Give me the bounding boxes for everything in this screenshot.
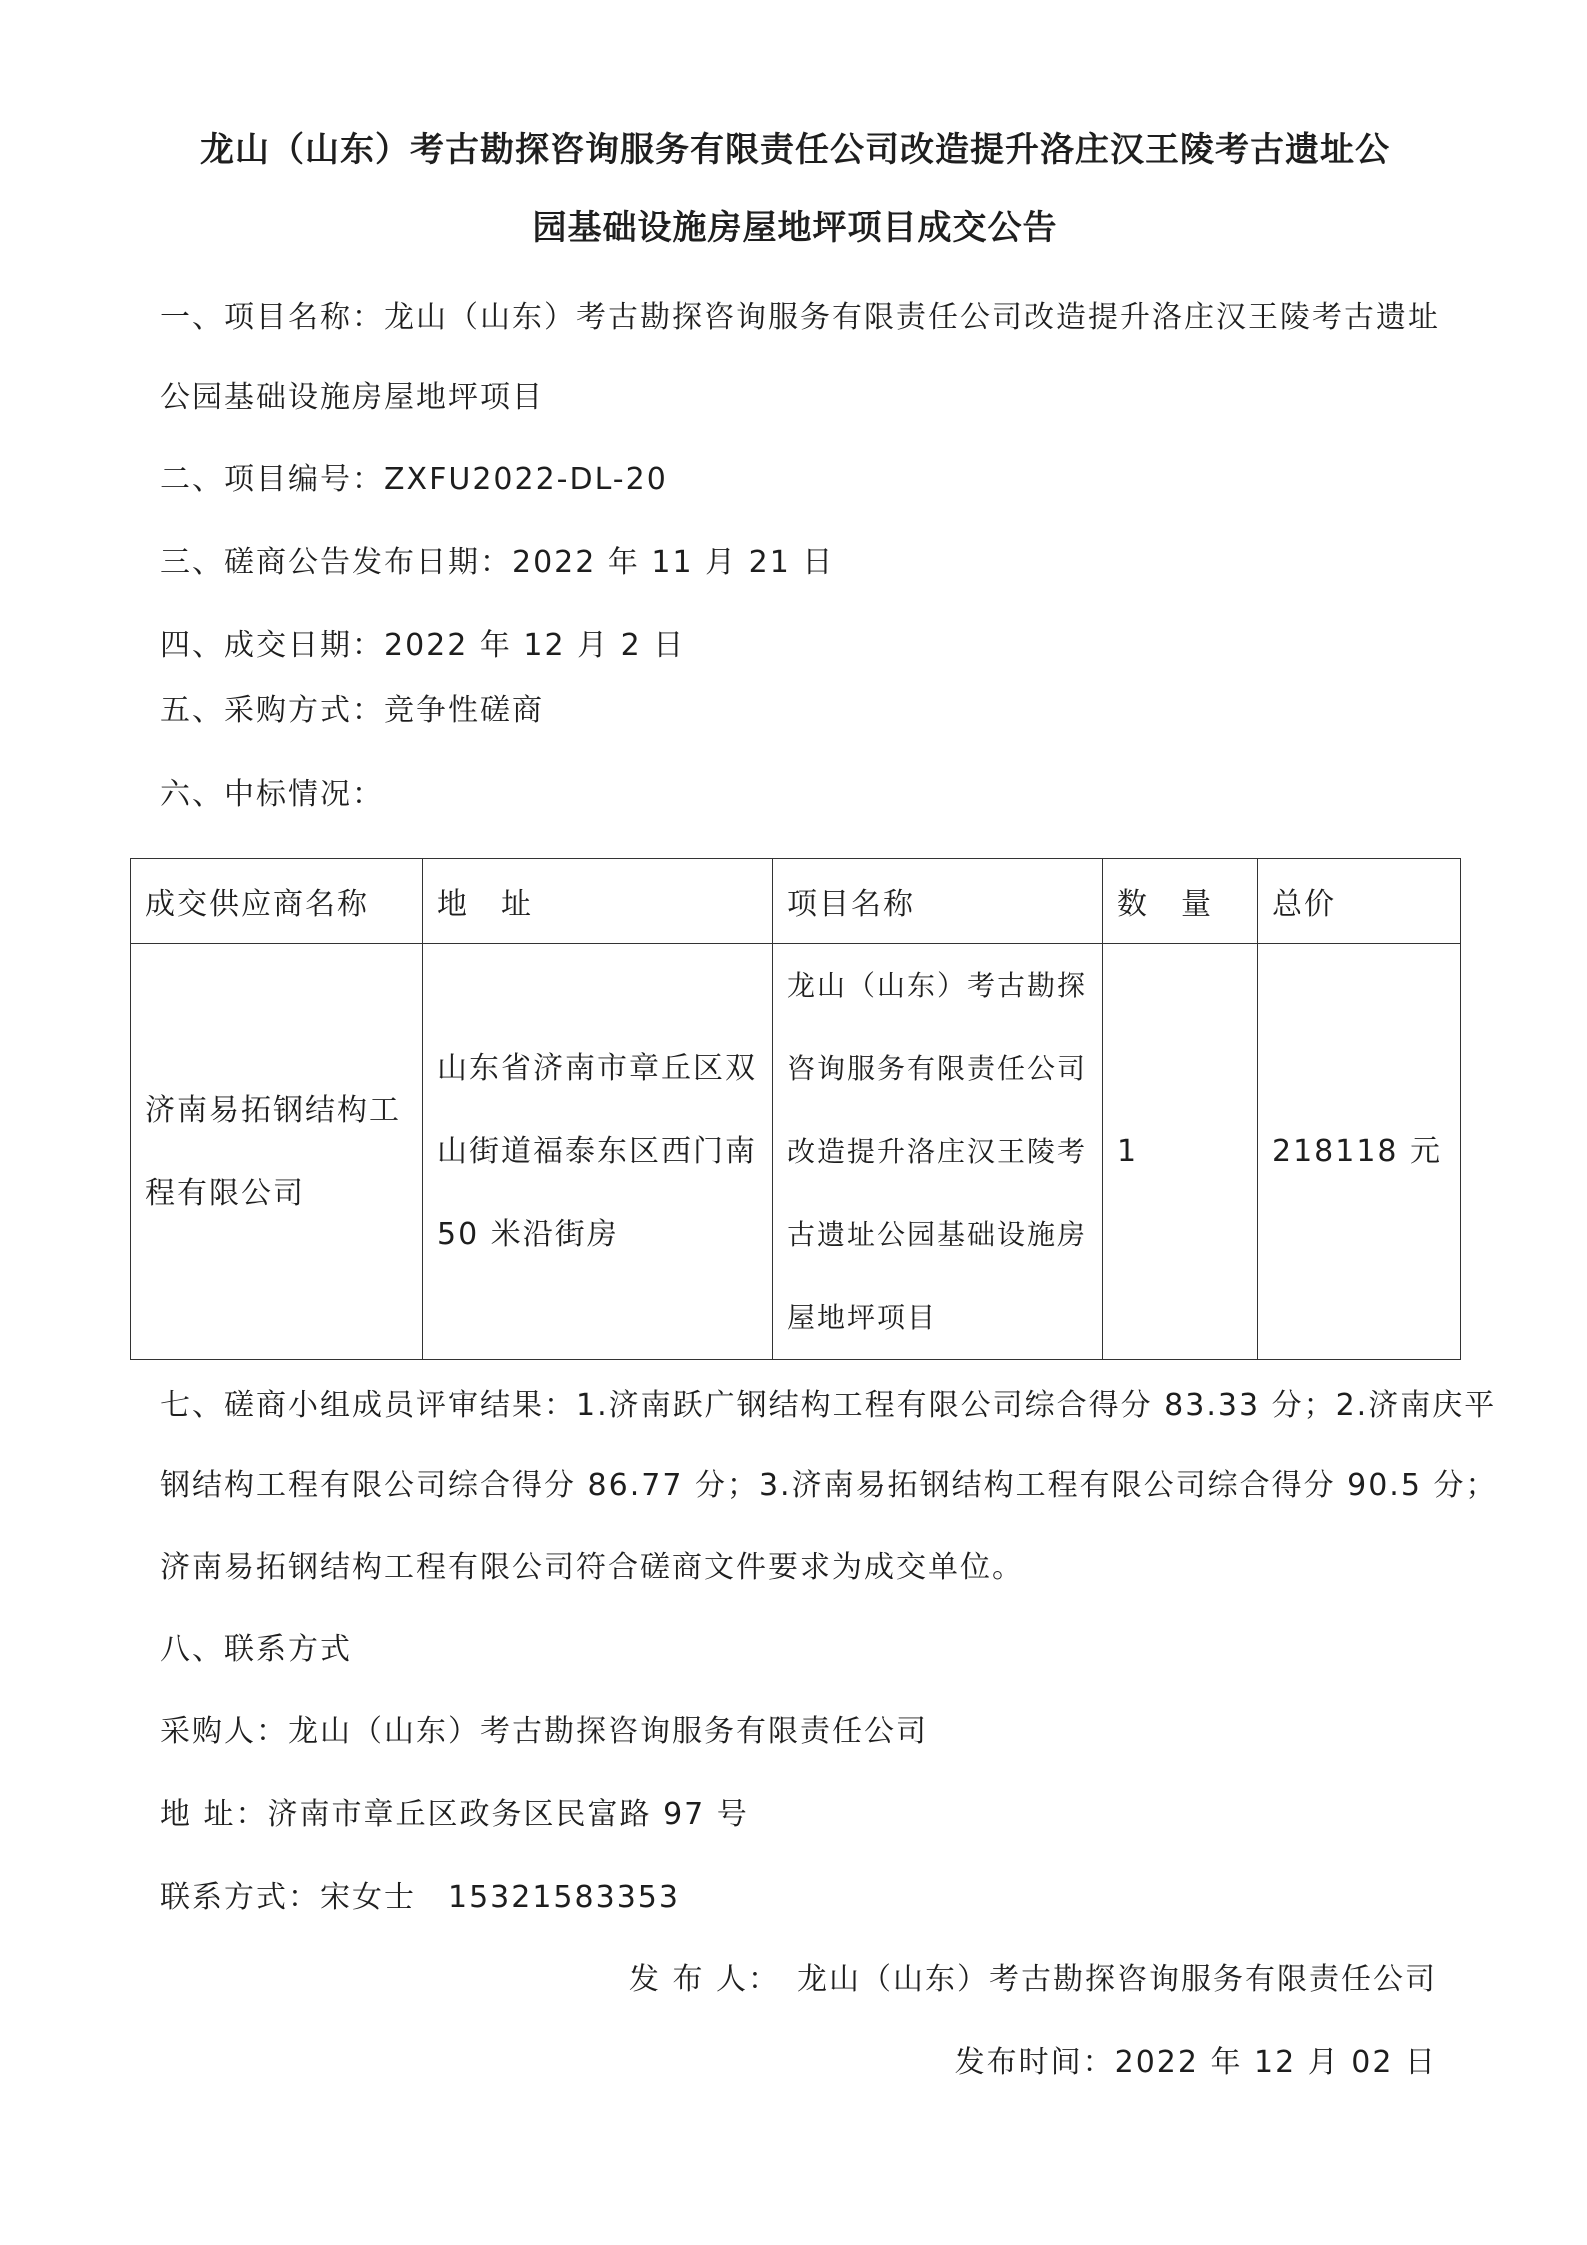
deal-date: 四、成交日期：2022 年 12 月 2 日 bbox=[160, 628, 686, 663]
title-line-2: 园基础设施房屋地坪项目成交公告 bbox=[532, 208, 1058, 248]
table-row bbox=[131, 944, 1461, 1360]
project-name-line-2: 公园基础设施房屋地坪项目 bbox=[160, 380, 544, 415]
header-supplier: 成交供应商名称 bbox=[131, 859, 423, 944]
cell-total: 218118 元 bbox=[1258, 944, 1461, 1360]
publisher: 发 布 人： 龙山（山东）考古勘探咨询服务有限责任公司 bbox=[628, 1962, 1437, 1997]
contact-phone: 联系方式：宋女士 15321583353 bbox=[160, 1880, 680, 1915]
contact-buyer: 采购人：龙山（山东）考古勘探咨询服务有限责任公司 bbox=[160, 1714, 928, 1749]
header-address: 地 址 bbox=[423, 859, 773, 944]
table-header-row bbox=[131, 859, 1461, 944]
header-quantity: 数 量 bbox=[1103, 859, 1258, 944]
cell-project: 龙山（山东）考古勘探咨询服务有限责任公司改造提升洛庄汉王陵考古遗址公园基础设施房屋地坪项目 bbox=[773, 944, 1103, 1360]
contact-address: 地 址：济南市章丘区政务区民富路 97 号 bbox=[160, 1797, 749, 1832]
review-line-3: 济南易拓钢结构工程有限公司符合磋商文件要求为成交单位。 bbox=[160, 1550, 1024, 1585]
purchase-method: 五、采购方式：竞争性磋商 bbox=[160, 693, 544, 728]
contact-heading: 八、联系方式 bbox=[160, 1632, 352, 1667]
announce-date: 三、磋商公告发布日期：2022 年 11 月 21 日 bbox=[160, 545, 835, 580]
cell-address: 山东省济南市章丘区双山街道福泰东区西门南 50 米沿街房 bbox=[423, 944, 773, 1360]
review-line-2: 钢结构工程有限公司综合得分 86.77 分；3.济南易拓钢结构工程有限公司综合得分 90.5 分； bbox=[160, 1468, 1498, 1503]
title-line-1: 龙山（山东）考古勘探咨询服务有限责任公司改造提升洛庄汉王陵考古遗址公 bbox=[200, 130, 1390, 170]
header-project: 项目名称 bbox=[773, 859, 1103, 944]
result-table bbox=[130, 858, 1461, 1360]
project-number: 二、项目编号：ZXFU2022-DL-20 bbox=[160, 462, 668, 497]
header-total: 总价 bbox=[1258, 859, 1461, 944]
cell-supplier: 济南易拓钢结构工程有限公司 bbox=[131, 944, 423, 1360]
cell-quantity: 1 bbox=[1103, 944, 1258, 1360]
result-heading: 六、中标情况： bbox=[160, 777, 384, 812]
review-line-1: 七、磋商小组成员评审结果：1.济南跃广钢结构工程有限公司综合得分 83.33 分；2.济南庆平 bbox=[160, 1388, 1497, 1423]
project-name-line-1: 一、项目名称：龙山（山东）考古勘探咨询服务有限责任公司改造提升洛庄汉王陵考古遗址 bbox=[160, 300, 1440, 335]
publish-time: 发布时间：2022 年 12 月 02 日 bbox=[954, 2045, 1437, 2080]
